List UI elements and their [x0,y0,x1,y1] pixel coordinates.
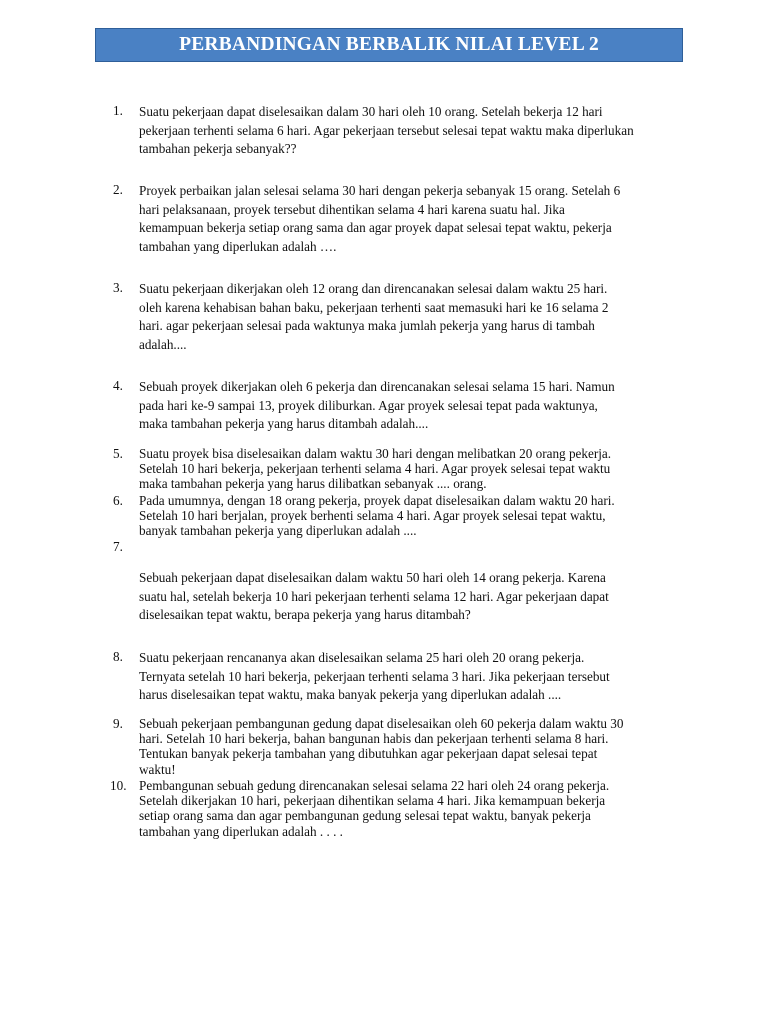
question-line: Pada umumnya, dengan 18 orang pekerja, proyek dapat diselesaikan dalam waktu 20 hari. [139,493,615,508]
question-number: 9. [113,716,123,731]
question-line: maka tambahan pekerja yang harus ditambah adalah.... [139,416,429,431]
question-line: Sebuah pekerjaan pembangunan gedung dapat diselesaikan oleh 60 pekerja dalam waktu 30 [139,716,624,731]
question-text [139,716,679,777]
title-banner [95,28,683,62]
question-line: setiap orang sama dan agar pembangunan gedung selesai tepat waktu, banyak pekerja [139,808,591,824]
question-line: tambahan yang diperlukan adalah . . . . [139,823,343,839]
question-number: 5. [113,446,123,461]
question-line: Ternyata setelah 10 hari bekerja, pekerjaan terhenti selama 3 hari. Jika pekerjaan tersebut [139,668,610,684]
question-line: oleh karena kehabisan bahan baku, pekerjaan terhenti saat memasuki hari ke 16 selama 2 [139,299,609,315]
question-number: 1. [113,103,123,118]
question-line: Setelah dikerjakan 10 hari, pekerjaan dihentikan selama 4 hari. Jika kemampuan bekerja [139,793,606,809]
question-line: Suatu pekerjaan dikerjakan oleh 12 orang dan direncanakan selesai dalam waktu 25 hari. [139,281,608,296]
question-number: 10. [110,778,127,793]
question-line: Pembangunan sebuah gedung direncanakan selesai selama 22 hari oleh 24 orang pekerja. [139,778,610,793]
question-text [139,778,679,839]
question-text [139,569,679,625]
question-line: Suatu pekerjaan rencananya akan diselesaikan selama 25 hari oleh 20 orang pekerja. [139,650,585,665]
question-text [139,493,679,539]
question-line: harus diselesaikan tepat waktu, maka banyak pekerja yang diperlukan adalah .... [139,687,562,702]
question-line: Suatu pekerjaan dapat diselesaikan dalam 30 hari oleh 10 orang. Setelah bekerja 12 hari [139,104,603,119]
question-number: 8. [113,649,123,664]
question-line: pekerjaan terhenti selama 6 hari. Agar pekerjaan tersebut selesai tepat waktu maka diperlukan [139,122,634,138]
question-line: Suatu proyek bisa diselesaikan dalam waktu 30 hari dengan melibatkan 20 orang pekerja. [139,446,612,461]
question-line: Sebuah pekerjaan dapat diselesaikan dalam waktu 50 hari oleh 14 orang pekerja. Karena [139,570,606,585]
question-line: Proyek perbaikan jalan selesai selama 30 hari dengan pekerja sebanyak 15 orang. Setelah 6 [139,183,621,198]
question-line: Setelah 10 hari bekerja, pekerjaan terhenti selama 4 hari. Agar proyek selesai tepat waktu [139,461,611,477]
question-number: 7. [113,539,123,554]
question-line: Setelah 10 hari berjalan, proyek berhenti selama 4 hari. Agar proyek selesai tepat waktu, [139,508,606,524]
question-line: banyak tambahan pekerja yang diperlukan adalah .... [139,523,417,539]
question-line: suatu hal, setelah bekerja 10 hari pekerjaan terhenti selama 12 hari. Agar pekerjaan dapat [139,588,609,604]
question-text [139,378,679,434]
question-line: Sebuah proyek dikerjakan oleh 6 pekerja dan direncanakan selesai selama 15 hari. Namun [139,379,615,394]
question-line: kemampuan bekerja setiap orang sama dan agar proyek dapat selesai tepat waktu, pekerja [139,220,612,235]
question-line: Tentukan banyak pekerja tambahan yang dibutuhkan agar pekerjaan dapat selesai tepat [139,746,598,762]
question-line: tambahan pekerja sebanyak?? [139,141,297,156]
question-line: adalah.... [139,336,187,352]
question-line: hari. Setelah 10 hari bekerja, bahan bangunan habis dan pekerjaan terhenti selama 8 hari. [139,731,609,747]
question-text [139,182,679,256]
question-line: diselesaikan tepat waktu, berapa pekerja yang harus ditambah? [139,607,471,622]
question-line: hari. agar pekerjaan selesai pada waktunya maka jumlah pekerja yang harus di tambah [139,318,595,333]
question-text [139,103,679,159]
question-number: 6. [113,493,123,508]
question-line: pada hari ke-9 sampai 13, proyek diliburkan. Agar proyek selesai tepat pada waktunya, [139,397,598,413]
question-line: waktu! [139,761,176,777]
question-text [139,649,679,705]
question-text [139,280,679,354]
question-number: 4. [113,378,123,393]
question-number: 3. [113,280,123,295]
page-title: PERBANDINGAN BERBALIK NILAI LEVEL 2 [179,34,599,55]
question-line: hari pelaksanaan, proyek tersebut dihentikan selama 4 hari karena suatu hal. Jika [139,201,565,217]
question-line: maka tambahan pekerja yang harus dilibatkan sebanyak .... orang. [139,476,487,492]
question-line: tambahan yang diperlukan adalah …. [139,238,337,254]
question-text [139,446,679,492]
question-number: 2. [113,182,123,197]
